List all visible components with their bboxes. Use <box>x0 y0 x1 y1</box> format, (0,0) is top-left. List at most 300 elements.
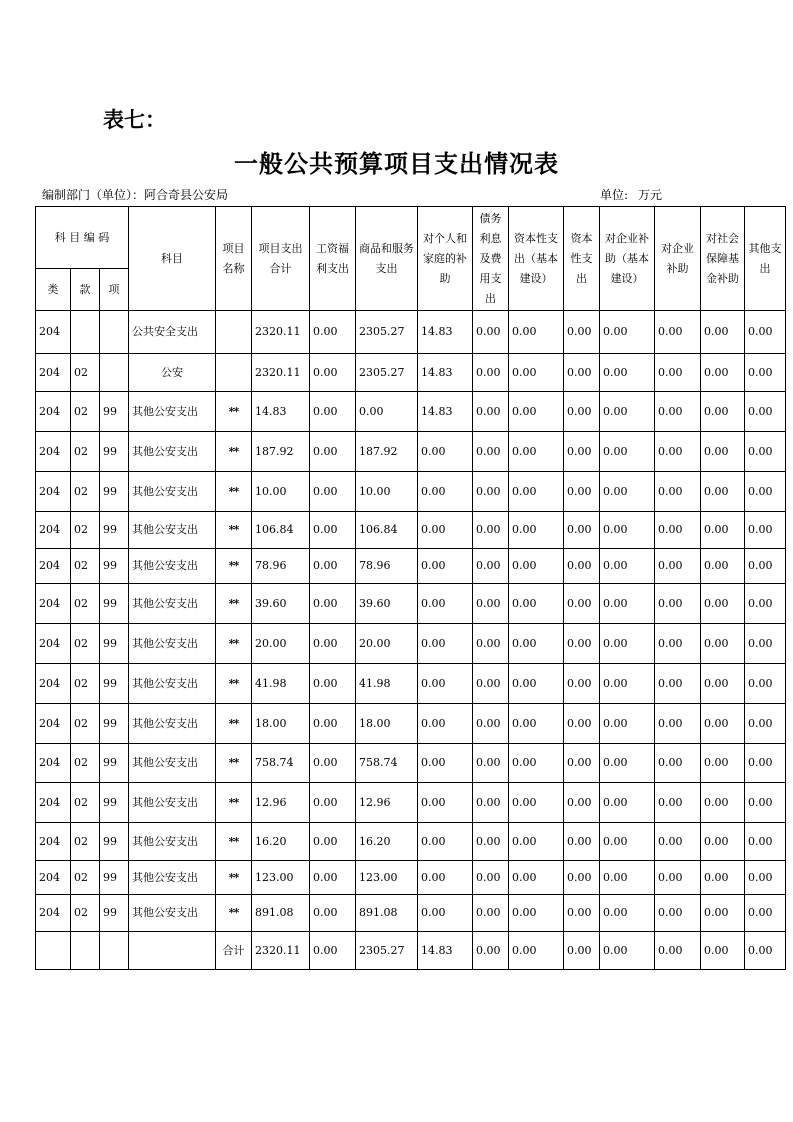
cell-enterprise-base: 0.00 <box>600 624 655 664</box>
total-capital: 0.00 <box>564 932 600 970</box>
cell-individual: 14.83 <box>418 311 473 354</box>
cell-name: ** <box>216 744 252 783</box>
cell-lei: 204 <box>36 472 71 512</box>
cell-total: 2320.11 <box>252 311 310 354</box>
cell-kuan: 02 <box>71 783 100 823</box>
cell-wage: 0.00 <box>310 512 356 549</box>
header-enterprise: 对企业补助 <box>655 207 701 311</box>
unit-value: 万元 <box>638 188 663 202</box>
cell-social: 0.00 <box>701 354 745 392</box>
cell-kuan: 02 <box>71 744 100 783</box>
cell-total: 123.00 <box>252 861 310 895</box>
header-code-group: 科 目 编 码 <box>36 207 129 269</box>
cell-capital: 0.00 <box>564 861 600 895</box>
cell-total: 106.84 <box>252 512 310 549</box>
cell-name <box>216 311 252 354</box>
cell-wage: 0.00 <box>310 354 356 392</box>
cell-subject: 其他公安支出 <box>129 472 216 512</box>
cell-social: 0.00 <box>701 549 745 584</box>
cell-other: 0.00 <box>745 584 786 624</box>
cell-enterprise: 0.00 <box>655 895 701 932</box>
cell-enterprise: 0.00 <box>655 664 701 704</box>
table-label: 表七： <box>103 107 166 132</box>
total-social: 0.00 <box>701 932 745 970</box>
cell-kuan: 02 <box>71 624 100 664</box>
cell-enterprise-base: 0.00 <box>600 311 655 354</box>
cell-name: ** <box>216 549 252 584</box>
cell-kuan: 02 <box>71 432 100 472</box>
table-row <box>36 432 786 472</box>
cell-lei: 204 <box>36 783 71 823</box>
cell-total: 12.96 <box>252 783 310 823</box>
cell-subject: 其他公安支出 <box>129 744 216 783</box>
cell-individual: 0.00 <box>418 744 473 783</box>
cell-capital-base: 0.00 <box>509 664 564 704</box>
cell-name: ** <box>216 783 252 823</box>
cell-capital: 0.00 <box>564 512 600 549</box>
cell-capital: 0.00 <box>564 354 600 392</box>
cell-social: 0.00 <box>701 895 745 932</box>
cell-goods: 78.96 <box>356 549 418 584</box>
cell-enterprise: 0.00 <box>655 549 701 584</box>
cell-name: ** <box>216 512 252 549</box>
unit-caption: 单位: <box>600 188 629 202</box>
unit-label <box>600 186 672 203</box>
cell-wage: 0.00 <box>310 311 356 354</box>
cell-xiang <box>100 354 129 392</box>
cell-name: ** <box>216 861 252 895</box>
cell-capital-base: 0.00 <box>509 472 564 512</box>
cell-kuan: 02 <box>71 823 100 861</box>
cell-wage: 0.00 <box>310 624 356 664</box>
cell-debt: 0.00 <box>473 472 509 512</box>
cell-name: ** <box>216 432 252 472</box>
cell-debt: 0.00 <box>473 664 509 704</box>
cell-kuan: 02 <box>71 704 100 744</box>
cell-subject: 其他公安支出 <box>129 861 216 895</box>
header-row-1 <box>36 207 786 269</box>
cell-kuan: 02 <box>71 549 100 584</box>
cell-goods: 123.00 <box>356 861 418 895</box>
cell-xiang: 99 <box>100 584 129 624</box>
total-wage: 0.00 <box>310 932 356 970</box>
cell-xiang: 99 <box>100 664 129 704</box>
cell-xiang: 99 <box>100 823 129 861</box>
cell-name: ** <box>216 392 252 432</box>
cell-individual: 0.00 <box>418 895 473 932</box>
total-debt: 0.00 <box>473 932 509 970</box>
cell-xiang: 99 <box>100 472 129 512</box>
cell-enterprise-base: 0.00 <box>600 823 655 861</box>
cell-individual: 0.00 <box>418 512 473 549</box>
cell-capital: 0.00 <box>564 704 600 744</box>
total-row <box>36 932 786 970</box>
cell-enterprise: 0.00 <box>655 472 701 512</box>
header-other: 其他支出 <box>745 207 786 311</box>
table-row <box>36 624 786 664</box>
cell-lei: 204 <box>36 549 71 584</box>
cell-lei: 204 <box>36 664 71 704</box>
table-row <box>36 311 786 354</box>
cell-capital: 0.00 <box>564 392 600 432</box>
cell-social: 0.00 <box>701 311 745 354</box>
cell-social: 0.00 <box>701 392 745 432</box>
cell-social: 0.00 <box>701 664 745 704</box>
cell-other: 0.00 <box>745 895 786 932</box>
cell-xiang: 99 <box>100 895 129 932</box>
cell-social: 0.00 <box>701 744 745 783</box>
cell-total: 2320.11 <box>252 354 310 392</box>
cell-capital-base: 0.00 <box>509 823 564 861</box>
cell-debt: 0.00 <box>473 823 509 861</box>
cell-subject: 其他公安支出 <box>129 624 216 664</box>
page-title: 一般公共预算项目支出情况表 <box>234 149 559 178</box>
total-label: 合计 <box>216 932 252 970</box>
cell-wage: 0.00 <box>310 432 356 472</box>
cell-other: 0.00 <box>745 549 786 584</box>
header-project-total: 项目支出合计 <box>252 207 310 311</box>
cell-other: 0.00 <box>745 664 786 704</box>
cell-wage: 0.00 <box>310 664 356 704</box>
cell-subject: 公安 <box>129 354 216 392</box>
cell-other: 0.00 <box>745 783 786 823</box>
cell-subject: 其他公安支出 <box>129 584 216 624</box>
cell-individual: 0.00 <box>418 624 473 664</box>
cell-name: ** <box>216 704 252 744</box>
cell-wage: 0.00 <box>310 895 356 932</box>
cell-debt: 0.00 <box>473 549 509 584</box>
cell-individual: 0.00 <box>418 432 473 472</box>
cell-enterprise: 0.00 <box>655 432 701 472</box>
cell-enterprise: 0.00 <box>655 512 701 549</box>
cell-name: ** <box>216 664 252 704</box>
cell-subject: 其他公安支出 <box>129 392 216 432</box>
cell-goods: 16.20 <box>356 823 418 861</box>
table-row <box>36 744 786 783</box>
cell-other: 0.00 <box>745 354 786 392</box>
cell-enterprise-base: 0.00 <box>600 704 655 744</box>
cell-total: 758.74 <box>252 744 310 783</box>
cell-individual: 0.00 <box>418 861 473 895</box>
table-row <box>36 472 786 512</box>
cell-lei: 204 <box>36 392 71 432</box>
table-row <box>36 704 786 744</box>
header-capital: 资本性支出 <box>564 207 600 311</box>
cell-lei: 204 <box>36 861 71 895</box>
cell-enterprise-base: 0.00 <box>600 783 655 823</box>
cell-goods: 39.60 <box>356 584 418 624</box>
header-wage: 工资福利支出 <box>310 207 356 311</box>
cell-subject: 其他公安支出 <box>129 664 216 704</box>
cell-subject: 其他公安支出 <box>129 512 216 549</box>
cell-other: 0.00 <box>745 624 786 664</box>
cell-lei: 204 <box>36 432 71 472</box>
cell-lei: 204 <box>36 584 71 624</box>
cell-total: 10.00 <box>252 472 310 512</box>
total-goods: 2305.27 <box>356 932 418 970</box>
cell-capital-base: 0.00 <box>509 704 564 744</box>
cell-lei: 204 <box>36 744 71 783</box>
cell-lei: 204 <box>36 354 71 392</box>
cell-subject: 其他公安支出 <box>129 783 216 823</box>
cell-other: 0.00 <box>745 472 786 512</box>
cell-wage: 0.00 <box>310 584 356 624</box>
cell-capital: 0.00 <box>564 472 600 512</box>
cell-capital-base: 0.00 <box>509 624 564 664</box>
cell-xiang: 99 <box>100 512 129 549</box>
cell-enterprise: 0.00 <box>655 823 701 861</box>
cell-debt: 0.00 <box>473 432 509 472</box>
cell-capital: 0.00 <box>564 311 600 354</box>
cell-total: 20.00 <box>252 624 310 664</box>
cell-social: 0.00 <box>701 584 745 624</box>
cell-kuan: 02 <box>71 392 100 432</box>
cell-total: 18.00 <box>252 704 310 744</box>
cell-goods: 2305.27 <box>356 311 418 354</box>
cell-total: 891.08 <box>252 895 310 932</box>
cell-xiang: 99 <box>100 744 129 783</box>
total-enterprise-base: 0.00 <box>600 932 655 970</box>
cell-name: ** <box>216 472 252 512</box>
cell-enterprise: 0.00 <box>655 783 701 823</box>
cell-social: 0.00 <box>701 783 745 823</box>
cell-goods: 18.00 <box>356 704 418 744</box>
cell-capital-base: 0.00 <box>509 354 564 392</box>
cell-xiang: 99 <box>100 549 129 584</box>
header-social: 对社会保障基金补助 <box>701 207 745 311</box>
table-row <box>36 861 786 895</box>
cell-subject: 其他公安支出 <box>129 823 216 861</box>
cell-debt: 0.00 <box>473 783 509 823</box>
table-row <box>36 783 786 823</box>
header-xiang: 项 <box>100 269 129 311</box>
cell-wage: 0.00 <box>310 744 356 783</box>
cell-goods: 106.84 <box>356 512 418 549</box>
cell-goods: 0.00 <box>356 392 418 432</box>
cell-capital-base: 0.00 <box>509 549 564 584</box>
table-row <box>36 895 786 932</box>
cell-enterprise: 0.00 <box>655 704 701 744</box>
header-kuan: 款 <box>71 269 100 311</box>
cell-enterprise: 0.00 <box>655 354 701 392</box>
cell-capital: 0.00 <box>564 895 600 932</box>
cell-empty <box>71 932 100 970</box>
cell-goods: 891.08 <box>356 895 418 932</box>
cell-enterprise-base: 0.00 <box>600 432 655 472</box>
expenditure-table <box>35 206 786 970</box>
table-row <box>36 392 786 432</box>
cell-enterprise-base: 0.00 <box>600 392 655 432</box>
cell-social: 0.00 <box>701 624 745 664</box>
cell-social: 0.00 <box>701 823 745 861</box>
cell-goods: 2305.27 <box>356 354 418 392</box>
table-row <box>36 664 786 704</box>
header-debt: 债务利息及费用支出 <box>473 207 509 311</box>
cell-social: 0.00 <box>701 512 745 549</box>
cell-other: 0.00 <box>745 823 786 861</box>
table-row <box>36 584 786 624</box>
cell-goods: 10.00 <box>356 472 418 512</box>
cell-empty <box>36 932 71 970</box>
cell-social: 0.00 <box>701 704 745 744</box>
cell-enterprise-base: 0.00 <box>600 664 655 704</box>
cell-xiang: 99 <box>100 704 129 744</box>
cell-social: 0.00 <box>701 861 745 895</box>
cell-capital-base: 0.00 <box>509 584 564 624</box>
cell-enterprise: 0.00 <box>655 311 701 354</box>
cell-enterprise-base: 0.00 <box>600 354 655 392</box>
cell-wage: 0.00 <box>310 392 356 432</box>
cell-wage: 0.00 <box>310 549 356 584</box>
cell-enterprise-base: 0.00 <box>600 472 655 512</box>
cell-subject: 其他公安支出 <box>129 549 216 584</box>
cell-debt: 0.00 <box>473 512 509 549</box>
cell-wage: 0.00 <box>310 783 356 823</box>
cell-other: 0.00 <box>745 311 786 354</box>
cell-other: 0.00 <box>745 861 786 895</box>
cell-capital-base: 0.00 <box>509 512 564 549</box>
cell-enterprise: 0.00 <box>655 584 701 624</box>
cell-xiang: 99 <box>100 624 129 664</box>
cell-capital-base: 0.00 <box>509 895 564 932</box>
cell-xiang: 99 <box>100 783 129 823</box>
cell-xiang: 99 <box>100 861 129 895</box>
cell-debt: 0.00 <box>473 311 509 354</box>
total-enterprise: 0.00 <box>655 932 701 970</box>
table-row <box>36 354 786 392</box>
header-lei: 类 <box>36 269 71 311</box>
cell-capital-base: 0.00 <box>509 744 564 783</box>
header-capital-base: 资本性支出（基本建设） <box>509 207 564 311</box>
cell-capital-base: 0.00 <box>509 861 564 895</box>
cell-name: ** <box>216 624 252 664</box>
cell-other: 0.00 <box>745 704 786 744</box>
cell-enterprise-base: 0.00 <box>600 512 655 549</box>
cell-individual: 0.00 <box>418 472 473 512</box>
cell-individual: 0.00 <box>418 664 473 704</box>
cell-debt: 0.00 <box>473 584 509 624</box>
cell-enterprise-base: 0.00 <box>600 584 655 624</box>
cell-name: ** <box>216 895 252 932</box>
cell-capital-base: 0.00 <box>509 783 564 823</box>
cell-social: 0.00 <box>701 432 745 472</box>
cell-debt: 0.00 <box>473 354 509 392</box>
cell-capital: 0.00 <box>564 783 600 823</box>
table-row <box>36 549 786 584</box>
cell-capital: 0.00 <box>564 549 600 584</box>
cell-goods: 758.74 <box>356 744 418 783</box>
total-total: 2320.11 <box>252 932 310 970</box>
cell-total: 16.20 <box>252 823 310 861</box>
cell-total: 14.83 <box>252 392 310 432</box>
cell-capital: 0.00 <box>564 432 600 472</box>
cell-other: 0.00 <box>745 432 786 472</box>
cell-individual: 0.00 <box>418 783 473 823</box>
cell-lei: 204 <box>36 704 71 744</box>
table-row <box>36 512 786 549</box>
total-capital-base: 0.00 <box>509 932 564 970</box>
cell-capital: 0.00 <box>564 584 600 624</box>
cell-enterprise: 0.00 <box>655 744 701 783</box>
cell-kuan: 02 <box>71 512 100 549</box>
cell-wage: 0.00 <box>310 704 356 744</box>
cell-debt: 0.00 <box>473 895 509 932</box>
cell-capital: 0.00 <box>564 664 600 704</box>
cell-enterprise-base: 0.00 <box>600 895 655 932</box>
cell-capital: 0.00 <box>564 624 600 664</box>
total-individual: 14.83 <box>418 932 473 970</box>
cell-capital-base: 0.00 <box>509 432 564 472</box>
cell-total: 187.92 <box>252 432 310 472</box>
cell-other: 0.00 <box>745 744 786 783</box>
cell-name <box>216 354 252 392</box>
cell-debt: 0.00 <box>473 861 509 895</box>
cell-debt: 0.00 <box>473 392 509 432</box>
cell-debt: 0.00 <box>473 744 509 783</box>
table-row <box>36 823 786 861</box>
cell-empty <box>100 932 129 970</box>
cell-individual: 0.00 <box>418 704 473 744</box>
cell-kuan: 02 <box>71 472 100 512</box>
cell-capital-base: 0.00 <box>509 311 564 354</box>
cell-debt: 0.00 <box>473 704 509 744</box>
cell-empty <box>129 932 216 970</box>
cell-kuan: 02 <box>71 861 100 895</box>
header-goods: 商品和服务支出 <box>356 207 418 311</box>
cell-subject: 其他公安支出 <box>129 704 216 744</box>
cell-enterprise: 0.00 <box>655 861 701 895</box>
cell-enterprise-base: 0.00 <box>600 549 655 584</box>
cell-wage: 0.00 <box>310 823 356 861</box>
header-subject: 科目 <box>129 207 216 311</box>
cell-capital: 0.00 <box>564 744 600 783</box>
cell-enterprise: 0.00 <box>655 624 701 664</box>
cell-debt: 0.00 <box>473 624 509 664</box>
cell-name: ** <box>216 584 252 624</box>
header-individual: 对个人和家庭的补助 <box>418 207 473 311</box>
cell-social: 0.00 <box>701 472 745 512</box>
cell-total: 39.60 <box>252 584 310 624</box>
cell-goods: 41.98 <box>356 664 418 704</box>
header-enterprise-base: 对企业补助（基本建设） <box>600 207 655 311</box>
cell-lei: 204 <box>36 823 71 861</box>
cell-xiang: 99 <box>100 392 129 432</box>
cell-kuan: 02 <box>71 664 100 704</box>
cell-lei: 204 <box>36 895 71 932</box>
cell-individual: 14.83 <box>418 392 473 432</box>
cell-individual: 14.83 <box>418 354 473 392</box>
cell-other: 0.00 <box>745 512 786 549</box>
cell-kuan <box>71 311 100 354</box>
cell-lei: 204 <box>36 311 71 354</box>
cell-name: ** <box>216 823 252 861</box>
cell-wage: 0.00 <box>310 861 356 895</box>
cell-kuan: 02 <box>71 354 100 392</box>
cell-subject: 其他公安支出 <box>129 895 216 932</box>
cell-subject: 公共安全支出 <box>129 311 216 354</box>
header-project-name: 项目名称 <box>216 207 252 311</box>
cell-individual: 0.00 <box>418 823 473 861</box>
cell-other: 0.00 <box>745 392 786 432</box>
cell-individual: 0.00 <box>418 584 473 624</box>
cell-xiang: 99 <box>100 432 129 472</box>
cell-total: 41.98 <box>252 664 310 704</box>
cell-total: 78.96 <box>252 549 310 584</box>
cell-goods: 187.92 <box>356 432 418 472</box>
cell-enterprise: 0.00 <box>655 392 701 432</box>
cell-subject: 其他公安支出 <box>129 432 216 472</box>
total-other: 0.00 <box>745 932 786 970</box>
